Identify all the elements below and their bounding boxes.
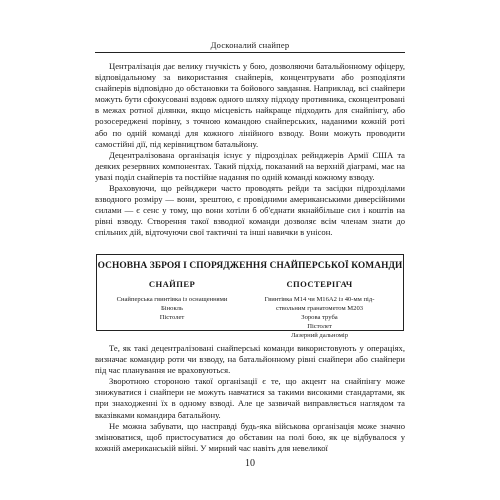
observer-item: ствольним гранатометом M203 bbox=[275, 305, 364, 312]
observer-column bbox=[247, 280, 392, 340]
paragraph-centralization: Централізація дає велику гнучкість у бою, дозволяючи батальйонному офіцеру, відповідальному за використання снайперів, концентрувати або розподіляти снайперів відповідно до обстановки та бойового завдання. Наприклад, всі снайпери можуть бути сфокусовані вздовж одного шляху підходу противника, сконцентровані в межах ротної ділянки, якщо місцевість найкраще підходить для снайпінгу, або розосереджені порівну, з точною командою снайперських, наданими кожній роті або по одній команді для кожного лінійного взводу. Вони можуть проводити самостійні дії, під керівництвом батальйону. bbox=[95, 61, 405, 149]
bottom-text-block bbox=[95, 343, 405, 454]
equipment-box bbox=[96, 254, 404, 339]
paragraph-usage: Те, як такі децентралізовані снайперські команди використовують у операціях, визначає командир роти чи взводу, на батальйонному рівні снайпери або снайпери під час планування не враховуються. bbox=[95, 343, 405, 376]
sniper-item: Снайперська гвинтівка із оснащеннями bbox=[116, 296, 228, 303]
sniper-item: Пістолет bbox=[159, 314, 185, 321]
sniper-item: Бінокль bbox=[161, 305, 183, 312]
observer-item: Зорова труба bbox=[301, 314, 338, 321]
paragraph-decentralized: Децентралізована організація існує у підрозділах рейнджерів Армії США та деяких резервних компонентах. Такий підхід, показаний на верхній діаграмі, має на увазі поділ снайперів та постійне надання по одній команді кожному взводу. bbox=[95, 149, 405, 182]
sniper-column bbox=[112, 280, 232, 322]
observer-item: Пістолет bbox=[307, 323, 332, 330]
paragraph-adaptation: Не можна забувати, що насправді будь-яка військова організація може значно змінюватися, щоб пристосуватися до обставин на полі бою, як це відбувалося у кожній американській війні. У мирний час навіть для невеликої bbox=[95, 420, 405, 453]
paragraph-rangers: Враховуючи, що рейнджери часто проводять рейди та засідки підрозділами взводного розміру — вони, зрештою, є провідними американськими диверсійними силами — є сенс у тому, що вони хотіли б об'єднати якнайбільше сил і коштів на рівні взводу. Створення такої взводної команди дозволяє всім членам знати до спільних дій, відточуючи свої тактичні та інші навички в унісон. bbox=[95, 183, 405, 238]
observer-item: Лазерний дальномір bbox=[290, 332, 349, 339]
observer-item: Гвинтівка M14 чи M16A2 із 40-мм під- bbox=[264, 296, 375, 303]
observer-heading: СПОСТЕРІГАЧ bbox=[286, 279, 353, 289]
running-header: Досконалий снайпер bbox=[210, 40, 290, 50]
paragraph-downside: Зворотною стороною такої організації є те, що акцент на снайпінгу може знижуватися і снайпери не можуть навчатися за такими високими стандартами, як при знаходженні їх в одному взводі. Але це зазвичай виправляється наглядом та вказівками командира батальйону. bbox=[95, 376, 405, 420]
header-divider bbox=[95, 52, 405, 53]
equipment-box-title: ОСНОВНА ЗБРОЯ І СПОРЯДЖЕННЯ СНАЙПЕРСЬКОЇ КОМАНДИ bbox=[97, 261, 403, 271]
page-number: 10 bbox=[245, 458, 255, 469]
sniper-heading: СНАЙПЕР bbox=[148, 279, 196, 289]
top-text-block bbox=[95, 61, 405, 239]
